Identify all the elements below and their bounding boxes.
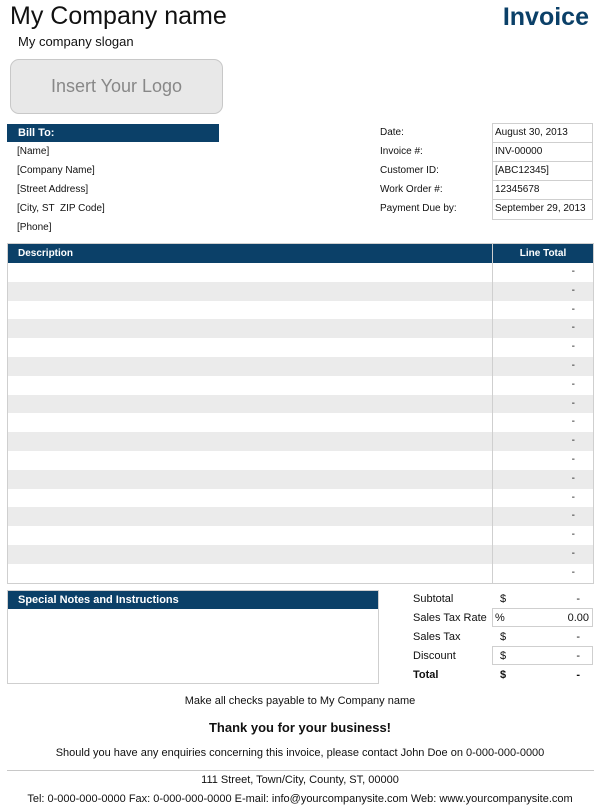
company-address: 111 Street, Town/City, County, ST, 00000: [201, 774, 399, 786]
description-cell[interactable]: [8, 526, 492, 545]
line-total-cell: -: [492, 357, 593, 376]
discount-currency: $: [500, 650, 507, 662]
line-total-cell: -: [492, 489, 593, 508]
line-total-cell: -: [492, 263, 593, 282]
description-cell[interactable]: [8, 432, 492, 451]
bill-to-name[interactable]: [Name]: [17, 146, 50, 157]
discount-label: Discount: [413, 650, 456, 662]
company-name[interactable]: My Company name: [10, 2, 227, 30]
table-header: [8, 244, 593, 263]
sales-tax-label: Sales Tax: [413, 631, 461, 643]
description-cell[interactable]: [8, 489, 492, 508]
table-row: [8, 319, 593, 338]
table-row: [8, 338, 593, 357]
description-cell[interactable]: [8, 395, 492, 414]
description-cell[interactable]: [8, 564, 492, 583]
table-row: [8, 357, 593, 376]
special-notes-heading: Special Notes and Instructions: [8, 591, 378, 609]
description-cell[interactable]: [8, 376, 492, 395]
description-cell[interactable]: [8, 301, 492, 320]
date-field[interactable]: August 30, 2013: [493, 124, 592, 143]
description-cell[interactable]: [8, 507, 492, 526]
discount-value[interactable]: -: [576, 650, 580, 662]
bill-to-phone[interactable]: [Phone]: [17, 222, 52, 233]
table-row: [8, 489, 593, 508]
line-total-cell: -: [492, 395, 593, 414]
line-total-cell: -: [492, 526, 593, 545]
table-row: [8, 470, 593, 489]
table-row: [8, 282, 593, 301]
description-cell[interactable]: [8, 451, 492, 470]
description-cell[interactable]: [8, 319, 492, 338]
invoice-number-label: Invoice #:: [380, 146, 423, 157]
sales-tax-currency: $: [500, 631, 507, 643]
description-cell[interactable]: [8, 282, 492, 301]
bill-to-street[interactable]: [Street Address]: [17, 184, 89, 195]
company-slogan[interactable]: My company slogan: [18, 34, 134, 49]
sales-tax-rate-label: Sales Tax Rate: [413, 612, 487, 624]
company-contact: Tel: 0-000-000-0000 Fax: 0-000-000-0000 E-mail: info@yourcompanysite.com Web: www.yourcompanysite.com: [27, 793, 573, 805]
line-total-cell: -: [492, 507, 593, 526]
special-notes-box: [7, 590, 379, 684]
column-header-description: Description: [18, 248, 74, 259]
line-total-cell: -: [492, 432, 593, 451]
total-currency: $: [500, 669, 507, 681]
special-notes-content[interactable]: [8, 609, 378, 683]
description-cell[interactable]: [8, 338, 492, 357]
work-order-label: Work Order #:: [380, 184, 443, 195]
date-label: Date:: [380, 127, 404, 138]
subtotal-value: -: [576, 593, 580, 605]
payable-note: Make all checks payable to My Company name: [184, 695, 416, 707]
description-cell[interactable]: [8, 545, 492, 564]
column-header-line-total: Line Total: [492, 244, 593, 263]
table-row: [8, 507, 593, 526]
payment-due-label: Payment Due by:: [380, 203, 457, 214]
bill-to-city[interactable]: [City, ST ZIP Code]: [17, 203, 105, 214]
subtotal-label: Subtotal: [413, 593, 454, 605]
table-row: [8, 376, 593, 395]
customer-id-field[interactable]: [ABC12345]: [493, 162, 592, 181]
logo-placeholder-label: Insert Your Logo: [50, 76, 183, 96]
logo-placeholder[interactable]: [10, 59, 223, 114]
line-total-cell: -: [492, 338, 593, 357]
description-cell[interactable]: [8, 413, 492, 432]
table-row: [8, 432, 593, 451]
subtotal-currency: $: [500, 593, 507, 605]
sales-tax-rate-value[interactable]: 0.00: [567, 612, 589, 624]
table-row: [8, 545, 593, 564]
description-cell[interactable]: [8, 357, 492, 376]
bill-to-company[interactable]: [Company Name]: [17, 165, 95, 176]
total-value: -: [576, 669, 580, 681]
sales-tax-rate-unit: %: [495, 612, 505, 624]
bill-to-heading: Bill To:: [7, 124, 219, 142]
table-row: [8, 451, 593, 470]
work-order-field[interactable]: 12345678: [493, 181, 592, 200]
line-total-cell: -: [492, 319, 593, 338]
table-row: [8, 301, 593, 320]
line-total-cell: -: [492, 564, 593, 583]
line-total-cell: -: [492, 282, 593, 301]
enquiries-note: Should you have any enquiries concerning this invoice, please contact John Doe on 0-000-000-0000: [55, 747, 545, 759]
invoice-title: Invoice: [502, 3, 589, 31]
footer-divider: [7, 770, 594, 771]
line-total-cell: -: [492, 301, 593, 320]
invoice-meta-table: [492, 123, 593, 220]
payment-due-field[interactable]: September 29, 2013: [495, 203, 586, 214]
table-row: [8, 263, 593, 282]
line-total-cell: -: [492, 545, 593, 564]
customer-id-label: Customer ID:: [380, 165, 439, 176]
table-row: [8, 526, 593, 545]
line-total-cell: -: [492, 470, 593, 489]
line-items-table: [7, 243, 594, 584]
line-total-cell: -: [492, 376, 593, 395]
description-cell[interactable]: [8, 470, 492, 489]
line-total-cell: -: [492, 413, 593, 432]
invoice-number-field[interactable]: INV-00000: [493, 143, 592, 162]
table-row: [8, 564, 593, 583]
table-row: [8, 413, 593, 432]
table-row: [8, 395, 593, 414]
total-label: Total: [413, 669, 439, 681]
sales-tax-value: -: [576, 631, 580, 643]
thank-you-message: Thank you for your business!: [208, 720, 392, 735]
line-total-cell: -: [492, 451, 593, 470]
description-cell[interactable]: [8, 263, 492, 282]
